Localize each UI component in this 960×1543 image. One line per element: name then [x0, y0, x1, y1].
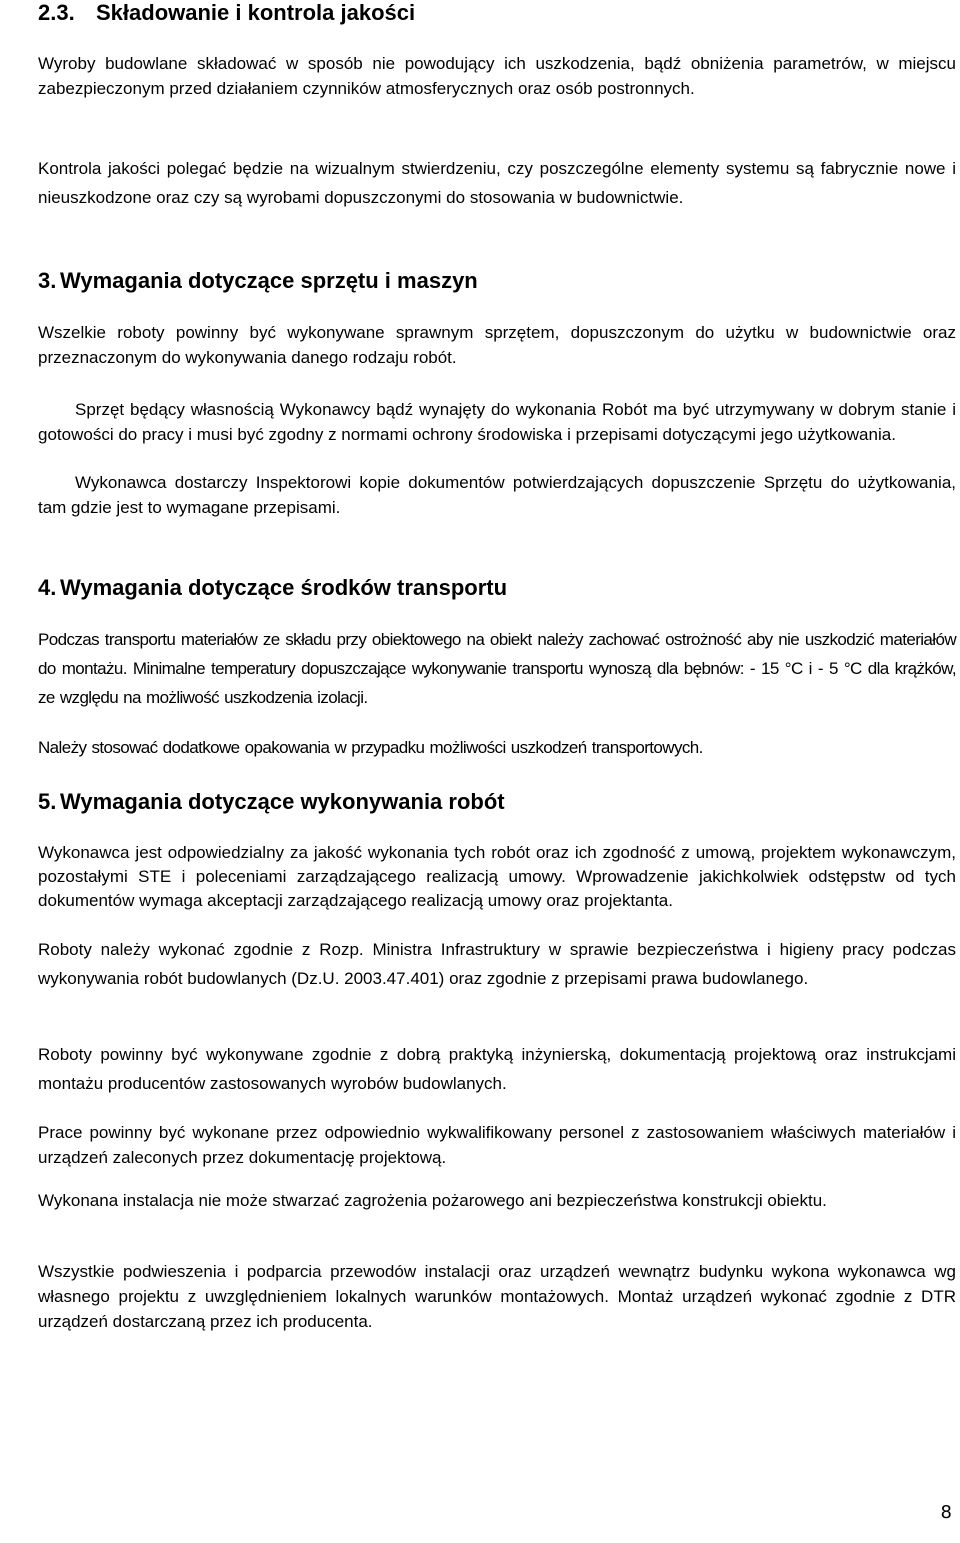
section-heading-5: [38, 789, 505, 815]
section-heading-3: [38, 268, 478, 294]
paragraph: Roboty powinny być wykonywane zgodnie z dobrą praktyką inżynierską, dokumentacją projektową oraz instrukcjami montażu producentów zastosowanych wyrobów budowlanych.: [38, 1045, 956, 1093]
section-title: Składowanie i kontrola jakości: [96, 0, 416, 25]
section-number: 5.: [38, 789, 57, 814]
section-heading-4: [38, 575, 507, 601]
paragraph: Kontrola jakości polegać będzie na wizualnym stwierdzeniu, czy poszczególne elementy systemu są fabrycznie nowe i nieuszkodzone oraz czy są wyrobami dopuszczonymi do stosowania w budownictwie.: [38, 159, 956, 207]
page-number: 8: [940, 1502, 952, 1523]
paragraph: Wykonawca dostarczy Inspektorowi kopie dokumentów potwierdzających dopuszczenie Sprzętu do użytkowania, tam gdzie jest to wymagane przepisami.: [38, 473, 956, 517]
section-number: 3.: [38, 268, 57, 293]
paragraph: Wszystkie podwieszenia i podparcia przewodów instalacji oraz urządzeń wewnątrz budynku wykona wykonawca wg własnego projektu z uwzględnieniem lokalnych warunków montażowych. Montaż urządzeń wykonać zgodnie z DTR urządzeń dostarczaną przez ich producenta.: [38, 1262, 956, 1331]
paragraph: Należy stosować dodatkowe opakowania w przypadku możliwości uszkodzeń transportowych.: [38, 738, 703, 757]
paragraph: Podczas transportu materiałów ze składu przy obiektowego na obiekt należy zachować ostrożność aby nie uszkodzić materiałów do montażu. Minimalne temperatury dopuszczające wykonywanie transportu wynoszą dla bębnów: - 15 °C i - 5 °C dla krążków, ze względu na możliwość uszkodzenia izolacji.: [38, 630, 956, 707]
paragraph: Wszelkie roboty powinny być wykonywane sprawnym sprzętem, dopuszczonym do użytku w budownictwie oraz przeznaczonym do wykonywania danego rodzaju robót.: [38, 323, 956, 367]
paragraph: Prace powinny być wykonane przez odpowiednio wykwalifikowany personel z zastosowaniem właściwych materiałów i urządzeń zaleconych przez dokumentację projektową.: [38, 1123, 956, 1167]
paragraph: Roboty należy wykonać zgodnie z Rozp. Ministra Infrastruktury w sprawie bezpieczeństwa i higieny pracy podczas wykonywania robót budowlanych (Dz.U. 2003.47.401) oraz zgodnie z przepisami prawa budowlanego.: [38, 940, 956, 988]
paragraph: Sprzęt będący własnością Wykonawcy bądź wynajęty do wykonania Robót ma być utrzymywany w dobrym stanie i gotowości do pracy i musi być zgodny z normami ochrony środowiska i przepisami dotyczącymi jego użytkowania.: [38, 400, 956, 444]
section-title: Wymagania dotyczące sprzętu i maszyn: [60, 268, 478, 293]
section-title: Wymagania dotyczące środków transportu: [60, 575, 508, 600]
section-heading-2-3: [38, 0, 415, 26]
section-number: 4.: [38, 575, 57, 600]
paragraph: Wykonawca jest odpowiedzialny za jakość wykonania tych robót oraz ich zgodność z umową, projektem wykonawczym, pozostałymi STE i poleceniami zarządzającego realizacją umowy. Wprowadzenie jakichkolwiek odstępstw od tych dokumentów wymaga akceptacji zarządzającego realizacją umowy oraz projektanta.: [38, 843, 956, 910]
paragraph: Wyroby budowlane składować w sposób nie powodujący ich uszkodzenia, bądź obniżenia parametrów, w miejscu zabezpieczonym przed działaniem czynników atmosferycznych oraz osób postronnych.: [38, 54, 956, 98]
section-number: 2.3.: [38, 0, 75, 25]
section-title: Wymagania dotyczące wykonywania robót: [60, 789, 505, 814]
paragraph: Wykonana instalacja nie może stwarzać zagrożenia pożarowego ani bezpieczeństwa konstrukcji obiektu.: [38, 1191, 827, 1210]
